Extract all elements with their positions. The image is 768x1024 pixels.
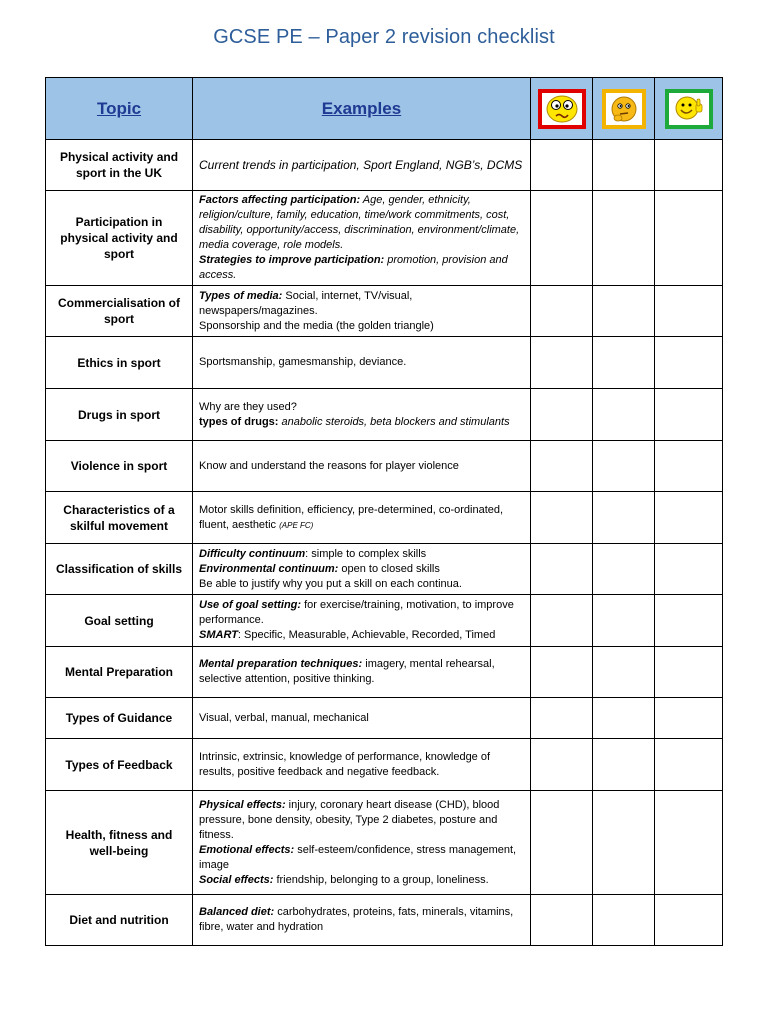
topic-cell: Goal setting [46, 595, 193, 647]
topic-cell: Mental Preparation [46, 647, 193, 698]
example-text: Sportsmanship, gamesmanship, deviance. [199, 356, 407, 368]
topic-cell: Physical activity and sport in the UK [46, 140, 193, 191]
example-text: Be able to justify why you put a skill on each continua. [199, 577, 462, 590]
red-rating-checkbox[interactable] [531, 140, 593, 191]
example-text: Intrinsic, extrinsic, knowledge of performance, knowledge of results, positive feedback and negative feedback. [199, 750, 491, 778]
red-rating-checkbox[interactable] [531, 191, 593, 286]
green-rating-header [655, 78, 723, 140]
amber-rating-checkbox[interactable] [593, 337, 655, 389]
amber-rating-checkbox[interactable] [593, 544, 655, 595]
green-rating-checkbox[interactable] [655, 544, 723, 595]
green-rating-checkbox[interactable] [655, 647, 723, 698]
topic-header: Topic [46, 78, 193, 140]
topic-cell: Health, fitness and well-being [46, 791, 193, 895]
red-rating-checkbox[interactable] [531, 647, 593, 698]
amber-rating-checkbox[interactable] [593, 698, 655, 739]
example-text: carbohydrates, proteins, fats, minerals, vitamins, fibre, water and hydration [199, 906, 514, 933]
topic-cell: Types of Feedback [46, 739, 193, 791]
examples-cell [193, 389, 531, 441]
amber-rating-checkbox[interactable] [593, 140, 655, 191]
green-rating-checkbox[interactable] [655, 492, 723, 544]
example-text: Difficulty continuum [199, 547, 306, 560]
example-text: friendship, belonging to a group, loneliness. [273, 873, 489, 886]
red-rating-checkbox[interactable] [531, 544, 593, 595]
table-row [46, 337, 723, 389]
examples-cell [193, 191, 531, 286]
topic-cell: Violence in sport [46, 441, 193, 492]
amber-rating-checkbox[interactable] [593, 739, 655, 791]
topic-cell: Participation in physical activity and sport [46, 191, 193, 286]
amber-rating-checkbox[interactable] [593, 791, 655, 895]
green-rating-checkbox[interactable] [655, 791, 723, 895]
examples-cell [193, 895, 531, 946]
amber-rating-checkbox[interactable] [593, 595, 655, 647]
green-rating-checkbox[interactable] [655, 895, 723, 946]
examples-cell [193, 337, 531, 389]
amber-rating-checkbox[interactable] [593, 191, 655, 286]
red-rating-checkbox[interactable] [531, 492, 593, 544]
table-row [46, 739, 723, 791]
example-text: anabolic steroids, beta blockers and stimulants [278, 415, 510, 428]
examples-cell [193, 739, 531, 791]
example-text: (APE FC) [279, 520, 314, 530]
example-text: Mental preparation techniques: [199, 658, 363, 670]
red-rating-checkbox[interactable] [531, 337, 593, 389]
revision-checklist-table [45, 77, 723, 946]
example-text: : Specific, Measurable, Achievable, Recorded, Timed [237, 629, 496, 641]
examples-cell [193, 544, 531, 595]
example-text: Physical effects: [199, 798, 286, 811]
red-rating-checkbox[interactable] [531, 441, 593, 492]
examples-cell [193, 492, 531, 544]
example-text: Visual, verbal, manual, mechanical [199, 711, 369, 724]
example-text: Strategies to improve participation: [199, 254, 385, 266]
example-text: for exercise/training, motivation, to improve performance. [199, 599, 514, 626]
topic-cell: Drugs in sport [46, 389, 193, 441]
table-row [46, 895, 723, 946]
green-rating-checkbox[interactable] [655, 286, 723, 337]
red-rating-checkbox[interactable] [531, 286, 593, 337]
examples-cell [193, 791, 531, 895]
amber-rating-checkbox[interactable] [593, 895, 655, 946]
topic-cell: Ethics in sport [46, 337, 193, 389]
header-row [46, 78, 723, 140]
table-row [46, 286, 723, 337]
example-text: Emotional effects: [199, 843, 295, 856]
example-text: SMART [199, 629, 238, 641]
green-rating-checkbox[interactable] [655, 337, 723, 389]
green-rating-checkbox[interactable] [655, 441, 723, 492]
example-text: promotion, provision and access. [199, 254, 508, 281]
topic-cell: Diet and nutrition [46, 895, 193, 946]
examples-cell [193, 441, 531, 492]
example-text: Use of goal setting: [199, 599, 302, 611]
table-row [46, 595, 723, 647]
thumbs-up-face-icon [672, 94, 706, 124]
amber-rating-checkbox[interactable] [593, 286, 655, 337]
example-text: Motor skills definition, efficiency, pre-determined, co-ordinated, fluent, aesthetic [199, 503, 504, 531]
red-rating-checkbox[interactable] [531, 791, 593, 895]
examples-cell [193, 698, 531, 739]
amber-rating-checkbox[interactable] [593, 389, 655, 441]
example-text: Social, internet, TV/visual, newspapers/magazines. [199, 289, 413, 317]
example-text: Types of media: [199, 289, 283, 302]
green-rating-checkbox[interactable] [655, 739, 723, 791]
red-rating-checkbox[interactable] [531, 895, 593, 946]
example-text: types of drugs: [199, 415, 279, 428]
green-rating-checkbox[interactable] [655, 140, 723, 191]
examples-cell [193, 140, 531, 191]
amber-rating-checkbox[interactable] [593, 492, 655, 544]
table-row [46, 698, 723, 739]
example-text: imagery, mental rehearsal, selective attention, positive thinking. [199, 658, 495, 685]
example-text: Balanced diet: [199, 906, 275, 918]
table-row [46, 647, 723, 698]
table-row [46, 441, 723, 492]
example-text: : simple to complex skills [305, 547, 427, 560]
examples-cell [193, 595, 531, 647]
red-rating-checkbox[interactable] [531, 739, 593, 791]
red-rating-header [531, 78, 593, 140]
example-text: self-esteem/confidence, stress management, image [199, 843, 517, 871]
topic-cell: Types of Guidance [46, 698, 193, 739]
table-row [46, 389, 723, 441]
example-text: Sponsorship and the media (the golden triangle) [199, 319, 434, 332]
example-text: Current trends in participation, Sport England, NGB’s, DCMS [199, 158, 523, 172]
table-row [46, 492, 723, 544]
confused-face-icon [545, 94, 579, 124]
amber-rating-checkbox[interactable] [593, 647, 655, 698]
amber-rating-checkbox[interactable] [593, 441, 655, 492]
red-rating-checkbox[interactable] [531, 595, 593, 647]
example-text: Know and understand the reasons for player violence [199, 459, 459, 472]
table-row [46, 140, 723, 191]
example-text: open to closed skills [338, 562, 440, 575]
page-title: GCSE PE – Paper 2 revision checklist [213, 26, 555, 48]
topic-cell: Classification of skills [46, 544, 193, 595]
green-rating-checkbox[interactable] [655, 698, 723, 739]
amber-rating-header [593, 78, 655, 140]
examples-header: Examples [193, 78, 531, 140]
examples-cell [193, 286, 531, 337]
example-text: Environmental continuum: [199, 562, 339, 575]
topic-cell: Commercialisation of sport [46, 286, 193, 337]
red-rating-checkbox[interactable] [531, 389, 593, 441]
thinking-face-icon [609, 94, 639, 124]
topic-cell: Characteristics of a skilful movement [46, 492, 193, 544]
table-row [46, 191, 723, 286]
green-rating-checkbox[interactable] [655, 191, 723, 286]
table-row [46, 791, 723, 895]
example-text: Social effects: [199, 873, 274, 886]
example-text: Why are they used? [199, 400, 297, 413]
example-text: injury, coronary heart disease (CHD), blood pressure, bone density, obesity, Type 2 diabetes, posture and fitness. [199, 798, 500, 841]
green-rating-checkbox[interactable] [655, 595, 723, 647]
examples-cell [193, 647, 531, 698]
example-text: Age, gender, ethnicity, religion/culture, family, education, time/work commitments, cost, disability, opportunity/access, discrimination, environment/climate, media coverage, role models. [199, 194, 520, 251]
red-rating-checkbox[interactable] [531, 698, 593, 739]
green-rating-checkbox[interactable] [655, 389, 723, 441]
table-row [46, 544, 723, 595]
example-text: Factors affecting participation: [199, 194, 361, 206]
